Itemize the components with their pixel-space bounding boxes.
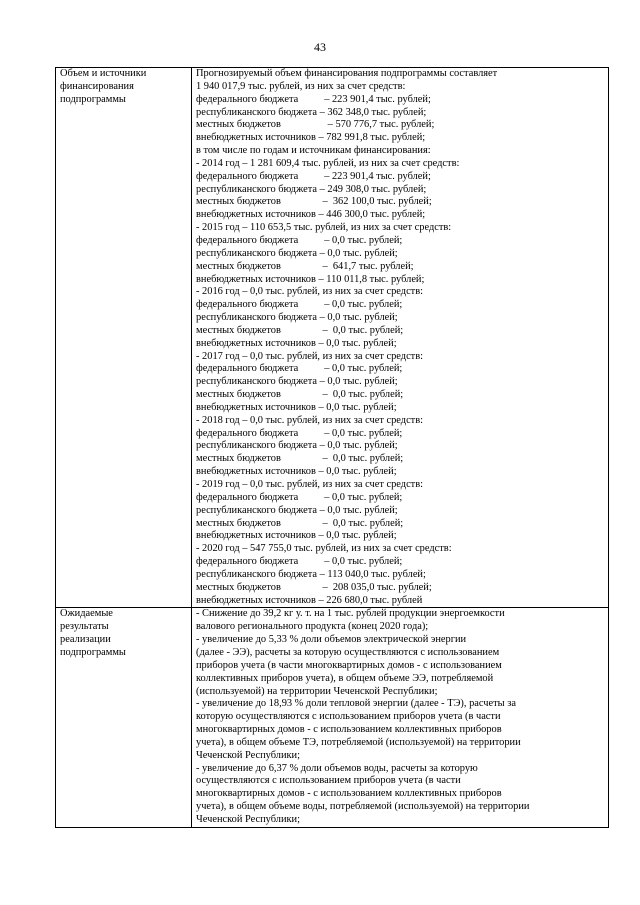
row-content-cell — [192, 608, 609, 827]
content-line: внебюджетных источников – 782 991,8 тыс. рублей; — [196, 132, 426, 144]
content-line: внебюджетных источников – 110 011,8 тыс. рублей; — [196, 273, 425, 285]
content-line: приборов учета (в части многоквартирных домов - с использованием — [196, 659, 502, 671]
content-line: Прогнозируемый объем финансирования подпрограммы составляет — [196, 68, 498, 79]
row-label-cell — [56, 68, 192, 608]
content-line: республиканского бюджета – 113 040,0 тыс. рублей; — [196, 568, 426, 580]
row-label-line: Ожидаемые — [60, 608, 113, 620]
content-line: - 2014 год – 1 281 609,4 тыс. рублей, из них за счет средств: — [196, 157, 460, 169]
content-line: внебюджетных источников – 226 680,0 тыс. рублей — [196, 594, 423, 606]
content-line: федерального бюджета – 223 901,4 тыс. рублей; — [196, 170, 431, 182]
content-line: федерального бюджета – 223 901,4 тыс. рублей; — [196, 93, 431, 105]
content-line: местных бюджетов – 0,0 тыс. рублей; — [196, 389, 404, 401]
content-line: многоквартирных домов - с использованием коллективных приборов — [196, 724, 502, 736]
content-line: Чеченской Республики; — [196, 813, 301, 825]
table-body — [56, 68, 609, 828]
content-line: 1 940 017,9 тыс. рублей, из них за счет средств: — [196, 80, 406, 92]
subprogram-table — [55, 67, 609, 828]
row-label-line: подпрограммы — [60, 646, 126, 658]
content-line: - увеличение до 18,93 % доли тепловой энергии (далее - ТЭ), расчеты за — [196, 698, 516, 710]
content-line: федерального бюджета – 0,0 тыс. рублей; — [196, 491, 403, 503]
content-line: учета), в общем объеме воды, потребляемой (используемой) на территории — [196, 801, 530, 813]
content-line: (используемой) на территории Чеченской Республики; — [196, 685, 438, 697]
content-line: федерального бюджета – 0,0 тыс. рублей; — [196, 427, 403, 439]
content-line: федерального бюджета – 0,0 тыс. рублей; — [196, 556, 403, 568]
content-line: - 2018 год – 0,0 тыс. рублей, из них за счет средств: — [196, 414, 424, 426]
content-line: республиканского бюджета – 249 308,0 тыс. рублей; — [196, 183, 427, 195]
content-line: федерального бюджета – 0,0 тыс. рублей; — [196, 363, 403, 375]
content-line: в том числе по годам и источникам финансирования: — [196, 145, 431, 157]
content-line: местных бюджетов – 0,0 тыс. рублей; — [196, 324, 404, 336]
content-line: коллективных приборов учета), в общем объеме ЭЭ, потребляемой — [196, 672, 494, 684]
content-line: (далее - ЭЭ), расчеты за которую осуществляются с использованием — [196, 646, 500, 658]
content-line: республиканского бюджета – 0,0 тыс. рублей; — [196, 312, 398, 324]
table-row — [56, 608, 609, 827]
content-line: осуществляются с использованием приборов учета (в части — [196, 775, 461, 787]
content-line: местных бюджетов – 0,0 тыс. рублей; — [196, 517, 404, 529]
content-line: - 2020 год – 547 755,0 тыс. рублей, из них за счет средств: — [196, 543, 452, 555]
content-line: республиканского бюджета – 0,0 тыс. рублей; — [196, 440, 398, 452]
row-content-cell — [192, 68, 609, 608]
content-line: местных бюджетов – 0,0 тыс. рублей; — [196, 453, 404, 465]
content-line: местных бюджетов – 570 776,7 тыс. рублей; — [196, 119, 435, 131]
content-line: республиканского бюджета – 0,0 тыс. рублей; — [196, 504, 398, 516]
content-line: республиканского бюджета – 362 348,0 тыс. рублей; — [196, 106, 427, 118]
content-line: местных бюджетов – 208 035,0 тыс. рублей; — [196, 581, 432, 593]
content-line: которую осуществляются с использованием приборов учета (в части — [196, 711, 501, 723]
content-line: местных бюджетов – 641,7 тыс. рублей; — [196, 260, 414, 272]
content-line: внебюджетных источников – 0,0 тыс. рублей; — [196, 337, 397, 349]
content-line: республиканского бюджета – 0,0 тыс. рублей; — [196, 247, 398, 259]
content-line: внебюджетных источников – 0,0 тыс. рублей; — [196, 466, 397, 478]
content-line: - увеличение до 5,33 % доли объемов электрической энергии — [196, 634, 467, 646]
row-label-line: финансирования — [60, 80, 134, 92]
row-label-line: подпрограммы — [60, 93, 126, 105]
row-label-line: реализации — [60, 634, 111, 646]
content-line: внебюджетных источников – 446 300,0 тыс. рублей; — [196, 209, 426, 221]
content-line: учета), в общем объеме ТЭ, потребляемой (используемой) на территории — [196, 736, 521, 748]
content-line: республиканского бюджета – 0,0 тыс. рублей; — [196, 376, 398, 388]
content-line: - 2017 год – 0,0 тыс. рублей, из них за счет средств: — [196, 350, 424, 362]
row-label-line: Объем и источники — [60, 68, 147, 79]
row-label-line: результаты — [60, 621, 109, 633]
content-line: федерального бюджета – 0,0 тыс. рублей; — [196, 299, 403, 311]
content-line: федерального бюджета – 0,0 тыс. рублей; — [196, 234, 403, 246]
content-line: Чеченской Республики; — [196, 749, 301, 761]
content-line: местных бюджетов – 362 100,0 тыс. рублей; — [196, 196, 432, 208]
content-line: многоквартирных домов - с использованием коллективных приборов — [196, 788, 502, 800]
content-line: - 2015 год – 110 653,5 тыс. рублей, из них за счет средств: — [196, 222, 452, 234]
content-line: - 2016 год – 0,0 тыс. рублей, из них за счет средств: — [196, 286, 424, 298]
page-number: 43 — [314, 40, 326, 54]
content-line: - Снижение до 39,2 кг у. т. на 1 тыс. рублей продукции энергоемкости — [196, 608, 505, 620]
table-row — [56, 68, 609, 608]
content-line: - 2019 год – 0,0 тыс. рублей, из них за счет средств: — [196, 479, 424, 490]
content-line: - увеличение до 6,37 % доли объемов воды, расчеты за которую — [196, 762, 478, 774]
row-label-cell — [56, 608, 192, 827]
content-line: внебюджетных источников – 0,0 тыс. рублей; — [196, 530, 397, 542]
content-line: внебюджетных источников – 0,0 тыс. рублей; — [196, 401, 397, 413]
content-line: валового регионального продукта (конец 2020 года); — [196, 621, 429, 633]
